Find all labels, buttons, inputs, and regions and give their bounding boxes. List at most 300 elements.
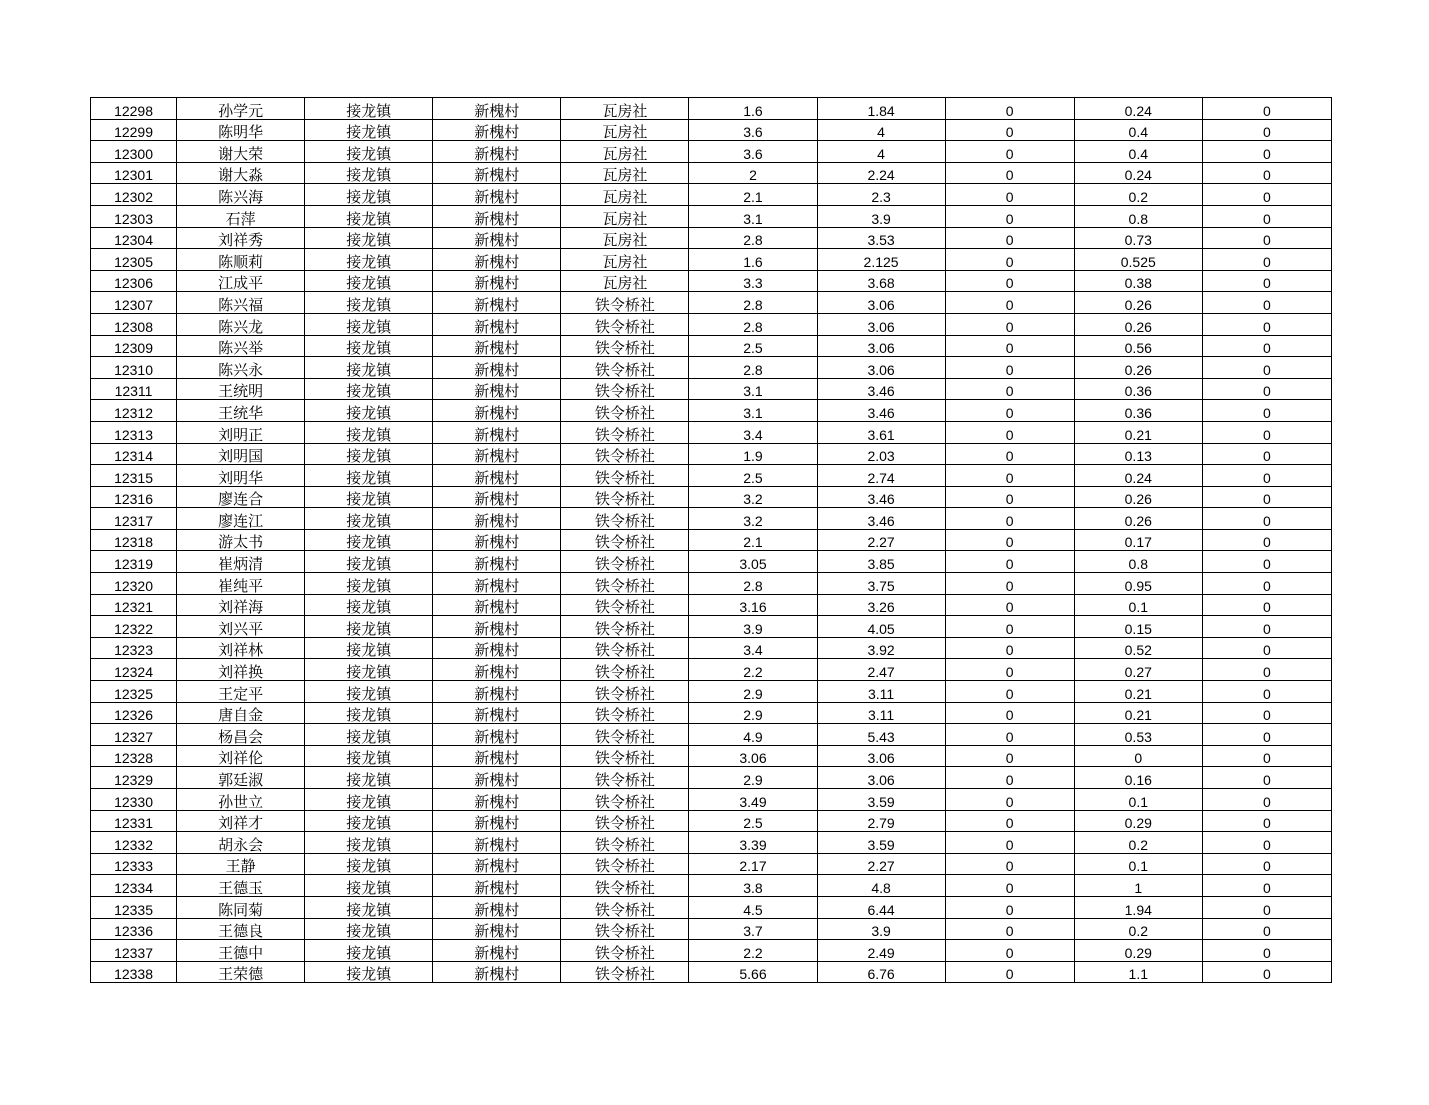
value2-cell: 2.03 (817, 443, 945, 465)
value5-cell: 0 (1202, 465, 1331, 487)
value2-cell: 4 (817, 141, 945, 163)
table-row (91, 357, 1332, 379)
value3-cell: 0 (945, 184, 1074, 206)
value5-cell: 0 (1202, 853, 1331, 875)
town-cell: 接龙镇 (305, 270, 433, 292)
town-cell: 接龙镇 (305, 486, 433, 508)
town-cell: 接龙镇 (305, 465, 433, 487)
value2-cell: 3.9 (817, 205, 945, 227)
village-cell: 新槐村 (433, 853, 561, 875)
value2-cell: 1.84 (817, 98, 945, 120)
value3-cell: 0 (945, 378, 1074, 400)
town-cell: 接龙镇 (305, 400, 433, 422)
table-row (91, 98, 1332, 120)
value2-cell: 3.59 (817, 832, 945, 854)
value3-cell: 0 (945, 400, 1074, 422)
group-cell: 铁令桥社 (561, 681, 689, 703)
id-cell: 12302 (91, 184, 177, 206)
id-cell: 12307 (91, 292, 177, 314)
group-cell: 铁令桥社 (561, 875, 689, 897)
value1-cell: 2.2 (689, 940, 817, 962)
id-cell: 12317 (91, 508, 177, 530)
id-cell: 12326 (91, 702, 177, 724)
group-cell: 瓦房社 (561, 205, 689, 227)
value4-cell: 0.24 (1074, 465, 1202, 487)
value5-cell: 0 (1202, 270, 1331, 292)
group-cell: 铁令桥社 (561, 637, 689, 659)
value5-cell: 0 (1202, 400, 1331, 422)
id-cell: 12330 (91, 789, 177, 811)
group-cell: 瓦房社 (561, 162, 689, 184)
value5-cell: 0 (1202, 162, 1331, 184)
value3-cell: 0 (945, 249, 1074, 271)
value1-cell: 3.3 (689, 270, 817, 292)
name-cell: 王定平 (177, 681, 305, 703)
value3-cell: 0 (945, 443, 1074, 465)
table-row (91, 637, 1332, 659)
town-cell: 接龙镇 (305, 573, 433, 595)
value4-cell: 0.73 (1074, 227, 1202, 249)
group-cell: 瓦房社 (561, 249, 689, 271)
value5-cell: 0 (1202, 896, 1331, 918)
town-cell: 接龙镇 (305, 335, 433, 357)
value5-cell: 0 (1202, 421, 1331, 443)
village-cell: 新槐村 (433, 184, 561, 206)
value2-cell: 3.61 (817, 421, 945, 443)
town-cell: 接龙镇 (305, 508, 433, 530)
table-row (91, 313, 1332, 335)
name-cell: 胡永会 (177, 832, 305, 854)
value4-cell: 0.95 (1074, 573, 1202, 595)
town-cell: 接龙镇 (305, 940, 433, 962)
value3-cell: 0 (945, 940, 1074, 962)
value2-cell: 3.46 (817, 508, 945, 530)
value3-cell: 0 (945, 659, 1074, 681)
table-row (91, 961, 1332, 983)
value2-cell: 2.125 (817, 249, 945, 271)
name-cell: 孙学元 (177, 98, 305, 120)
table-row (91, 270, 1332, 292)
value5-cell: 0 (1202, 292, 1331, 314)
group-cell: 铁令桥社 (561, 659, 689, 681)
value4-cell: 0.525 (1074, 249, 1202, 271)
value2-cell: 6.76 (817, 961, 945, 983)
value4-cell: 1.94 (1074, 896, 1202, 918)
value1-cell: 3.06 (689, 745, 817, 767)
value1-cell: 2.9 (689, 767, 817, 789)
value1-cell: 3.4 (689, 421, 817, 443)
table-row (91, 681, 1332, 703)
name-cell: 王德玉 (177, 875, 305, 897)
name-cell: 陈兴福 (177, 292, 305, 314)
town-cell: 接龙镇 (305, 724, 433, 746)
value3-cell: 0 (945, 918, 1074, 940)
value2-cell: 3.46 (817, 378, 945, 400)
value5-cell: 0 (1202, 119, 1331, 141)
value2-cell: 3.75 (817, 573, 945, 595)
table-row (91, 205, 1332, 227)
value2-cell: 3.06 (817, 745, 945, 767)
value3-cell: 0 (945, 896, 1074, 918)
value3-cell: 0 (945, 227, 1074, 249)
value4-cell: 0.2 (1074, 184, 1202, 206)
value2-cell: 3.06 (817, 335, 945, 357)
value5-cell: 0 (1202, 702, 1331, 724)
value5-cell: 0 (1202, 443, 1331, 465)
name-cell: 杨昌会 (177, 724, 305, 746)
value1-cell: 2.8 (689, 292, 817, 314)
group-cell: 铁令桥社 (561, 918, 689, 940)
name-cell: 王德良 (177, 918, 305, 940)
value5-cell: 0 (1202, 724, 1331, 746)
value5-cell: 0 (1202, 616, 1331, 638)
value1-cell: 2.1 (689, 529, 817, 551)
group-cell: 铁令桥社 (561, 961, 689, 983)
name-cell: 廖连江 (177, 508, 305, 530)
value1-cell: 2.5 (689, 810, 817, 832)
id-cell: 12336 (91, 918, 177, 940)
value1-cell: 3.2 (689, 486, 817, 508)
name-cell: 刘祥秀 (177, 227, 305, 249)
town-cell: 接龙镇 (305, 767, 433, 789)
town-cell: 接龙镇 (305, 184, 433, 206)
group-cell: 铁令桥社 (561, 853, 689, 875)
table-row (91, 378, 1332, 400)
table-row (91, 832, 1332, 854)
value1-cell: 3.49 (689, 789, 817, 811)
value4-cell: 0.8 (1074, 551, 1202, 573)
town-cell: 接龙镇 (305, 551, 433, 573)
town-cell: 接龙镇 (305, 832, 433, 854)
village-cell: 新槐村 (433, 443, 561, 465)
group-cell: 铁令桥社 (561, 702, 689, 724)
group-cell: 铁令桥社 (561, 357, 689, 379)
value3-cell: 0 (945, 98, 1074, 120)
value3-cell: 0 (945, 421, 1074, 443)
value2-cell: 3.11 (817, 702, 945, 724)
value4-cell: 0.4 (1074, 141, 1202, 163)
name-cell: 刘祥海 (177, 594, 305, 616)
town-cell: 接龙镇 (305, 529, 433, 551)
name-cell: 石萍 (177, 205, 305, 227)
table-row (91, 184, 1332, 206)
value5-cell: 0 (1202, 918, 1331, 940)
value1-cell: 3.05 (689, 551, 817, 573)
village-cell: 新槐村 (433, 141, 561, 163)
value2-cell: 3.85 (817, 551, 945, 573)
value2-cell: 2.27 (817, 529, 945, 551)
value4-cell: 0.24 (1074, 162, 1202, 184)
id-cell: 12322 (91, 616, 177, 638)
value3-cell: 0 (945, 789, 1074, 811)
town-cell: 接龙镇 (305, 357, 433, 379)
name-cell: 刘兴平 (177, 616, 305, 638)
name-cell: 陈兴举 (177, 335, 305, 357)
village-cell: 新槐村 (433, 162, 561, 184)
town-cell: 接龙镇 (305, 745, 433, 767)
group-cell: 铁令桥社 (561, 335, 689, 357)
table-row (91, 767, 1332, 789)
value1-cell: 3.1 (689, 400, 817, 422)
village-cell: 新槐村 (433, 724, 561, 746)
value5-cell: 0 (1202, 789, 1331, 811)
value5-cell: 0 (1202, 227, 1331, 249)
value5-cell: 0 (1202, 767, 1331, 789)
id-cell: 12298 (91, 98, 177, 120)
value4-cell: 0.53 (1074, 724, 1202, 746)
table-row (91, 443, 1332, 465)
id-cell: 12323 (91, 637, 177, 659)
name-cell: 孙世立 (177, 789, 305, 811)
value1-cell: 2.8 (689, 227, 817, 249)
value4-cell: 0.17 (1074, 529, 1202, 551)
value3-cell: 0 (945, 465, 1074, 487)
value4-cell: 0.29 (1074, 940, 1202, 962)
id-cell: 12313 (91, 421, 177, 443)
table-row (91, 724, 1332, 746)
name-cell: 刘祥林 (177, 637, 305, 659)
value3-cell: 0 (945, 270, 1074, 292)
value4-cell: 0.29 (1074, 810, 1202, 832)
table-row (91, 573, 1332, 595)
value5-cell: 0 (1202, 832, 1331, 854)
value4-cell: 0.15 (1074, 616, 1202, 638)
value5-cell: 0 (1202, 637, 1331, 659)
table-row (91, 810, 1332, 832)
value4-cell: 0.21 (1074, 421, 1202, 443)
table-row (91, 616, 1332, 638)
id-cell: 12320 (91, 573, 177, 595)
value1-cell: 3.2 (689, 508, 817, 530)
value5-cell: 0 (1202, 681, 1331, 703)
table-row (91, 659, 1332, 681)
value4-cell: 0.1 (1074, 594, 1202, 616)
value2-cell: 2.27 (817, 853, 945, 875)
value3-cell: 0 (945, 141, 1074, 163)
name-cell: 江成平 (177, 270, 305, 292)
value4-cell: 0.26 (1074, 486, 1202, 508)
group-cell: 铁令桥社 (561, 378, 689, 400)
group-cell: 铁令桥社 (561, 767, 689, 789)
group-cell: 铁令桥社 (561, 745, 689, 767)
value5-cell: 0 (1202, 508, 1331, 530)
value5-cell: 0 (1202, 98, 1331, 120)
table-row (91, 227, 1332, 249)
name-cell: 刘祥换 (177, 659, 305, 681)
value1-cell: 3.9 (689, 616, 817, 638)
name-cell: 王统明 (177, 378, 305, 400)
village-cell: 新槐村 (433, 378, 561, 400)
value4-cell: 0.2 (1074, 918, 1202, 940)
group-cell: 瓦房社 (561, 184, 689, 206)
village-cell: 新槐村 (433, 292, 561, 314)
value5-cell: 0 (1202, 745, 1331, 767)
town-cell: 接龙镇 (305, 918, 433, 940)
village-cell: 新槐村 (433, 465, 561, 487)
town-cell: 接龙镇 (305, 810, 433, 832)
value4-cell: 0.2 (1074, 832, 1202, 854)
value1-cell: 3.8 (689, 875, 817, 897)
name-cell: 游太书 (177, 529, 305, 551)
town-cell: 接龙镇 (305, 702, 433, 724)
id-cell: 12301 (91, 162, 177, 184)
value3-cell: 0 (945, 702, 1074, 724)
value2-cell: 2.47 (817, 659, 945, 681)
value2-cell: 4 (817, 119, 945, 141)
id-cell: 12332 (91, 832, 177, 854)
id-cell: 12321 (91, 594, 177, 616)
name-cell: 陈顺莉 (177, 249, 305, 271)
group-cell: 铁令桥社 (561, 421, 689, 443)
value2-cell: 3.53 (817, 227, 945, 249)
table-row (91, 292, 1332, 314)
village-cell: 新槐村 (433, 205, 561, 227)
table-row (91, 853, 1332, 875)
village-cell: 新槐村 (433, 681, 561, 703)
town-cell: 接龙镇 (305, 961, 433, 983)
id-cell: 12314 (91, 443, 177, 465)
village-cell: 新槐村 (433, 745, 561, 767)
value5-cell: 0 (1202, 659, 1331, 681)
value2-cell: 2.49 (817, 940, 945, 962)
value1-cell: 2.17 (689, 853, 817, 875)
value2-cell: 4.8 (817, 875, 945, 897)
value5-cell: 0 (1202, 249, 1331, 271)
id-cell: 12324 (91, 659, 177, 681)
table-row (91, 119, 1332, 141)
village-cell: 新槐村 (433, 313, 561, 335)
id-cell: 12318 (91, 529, 177, 551)
value3-cell: 0 (945, 810, 1074, 832)
value2-cell: 5.43 (817, 724, 945, 746)
name-cell: 陈兴永 (177, 357, 305, 379)
id-cell: 12338 (91, 961, 177, 983)
group-cell: 铁令桥社 (561, 810, 689, 832)
table-row (91, 486, 1332, 508)
value4-cell: 0.16 (1074, 767, 1202, 789)
value2-cell: 3.46 (817, 486, 945, 508)
group-cell: 铁令桥社 (561, 400, 689, 422)
value4-cell: 0.26 (1074, 508, 1202, 530)
table-row (91, 789, 1332, 811)
value4-cell: 0.1 (1074, 789, 1202, 811)
town-cell: 接龙镇 (305, 141, 433, 163)
group-cell: 瓦房社 (561, 141, 689, 163)
value4-cell: 0.21 (1074, 681, 1202, 703)
id-cell: 12312 (91, 400, 177, 422)
value4-cell: 0.26 (1074, 292, 1202, 314)
village-cell: 新槐村 (433, 573, 561, 595)
value1-cell: 2.9 (689, 681, 817, 703)
id-cell: 12331 (91, 810, 177, 832)
village-cell: 新槐村 (433, 421, 561, 443)
name-cell: 王统华 (177, 400, 305, 422)
group-cell: 瓦房社 (561, 227, 689, 249)
value2-cell: 4.05 (817, 616, 945, 638)
value5-cell: 0 (1202, 313, 1331, 335)
table-row (91, 400, 1332, 422)
value5-cell: 0 (1202, 875, 1331, 897)
table-row (91, 529, 1332, 551)
village-cell: 新槐村 (433, 767, 561, 789)
village-cell: 新槐村 (433, 508, 561, 530)
value3-cell: 0 (945, 486, 1074, 508)
name-cell: 廖连合 (177, 486, 305, 508)
town-cell: 接龙镇 (305, 616, 433, 638)
name-cell: 刘明国 (177, 443, 305, 465)
id-cell: 12315 (91, 465, 177, 487)
name-cell: 郭廷淑 (177, 767, 305, 789)
town-cell: 接龙镇 (305, 875, 433, 897)
village-cell: 新槐村 (433, 98, 561, 120)
id-cell: 12309 (91, 335, 177, 357)
town-cell: 接龙镇 (305, 637, 433, 659)
town-cell: 接龙镇 (305, 421, 433, 443)
value4-cell: 0.26 (1074, 313, 1202, 335)
group-cell: 铁令桥社 (561, 789, 689, 811)
value2-cell: 3.59 (817, 789, 945, 811)
id-cell: 12305 (91, 249, 177, 271)
table-row (91, 551, 1332, 573)
table-row (91, 421, 1332, 443)
town-cell: 接龙镇 (305, 594, 433, 616)
value3-cell: 0 (945, 616, 1074, 638)
value3-cell: 0 (945, 313, 1074, 335)
name-cell: 崔炳清 (177, 551, 305, 573)
value4-cell: 0 (1074, 745, 1202, 767)
value3-cell: 0 (945, 335, 1074, 357)
value1-cell: 2.2 (689, 659, 817, 681)
group-cell: 铁令桥社 (561, 940, 689, 962)
value3-cell: 0 (945, 594, 1074, 616)
table-row (91, 918, 1332, 940)
value5-cell: 0 (1202, 529, 1331, 551)
village-cell: 新槐村 (433, 529, 561, 551)
town-cell: 接龙镇 (305, 378, 433, 400)
value1-cell: 2.1 (689, 184, 817, 206)
id-cell: 12310 (91, 357, 177, 379)
id-cell: 12329 (91, 767, 177, 789)
group-cell: 铁令桥社 (561, 896, 689, 918)
value4-cell: 0.21 (1074, 702, 1202, 724)
value5-cell: 0 (1202, 378, 1331, 400)
value4-cell: 0.1 (1074, 853, 1202, 875)
value1-cell: 4.5 (689, 896, 817, 918)
value1-cell: 4.9 (689, 724, 817, 746)
table-row (91, 702, 1332, 724)
value1-cell: 3.6 (689, 141, 817, 163)
value3-cell: 0 (945, 767, 1074, 789)
village-cell: 新槐村 (433, 918, 561, 940)
value2-cell: 6.44 (817, 896, 945, 918)
id-cell: 12325 (91, 681, 177, 703)
value3-cell: 0 (945, 119, 1074, 141)
town-cell: 接龙镇 (305, 789, 433, 811)
value2-cell: 2.3 (817, 184, 945, 206)
group-cell: 铁令桥社 (561, 724, 689, 746)
village-cell: 新槐村 (433, 875, 561, 897)
value4-cell: 0.8 (1074, 205, 1202, 227)
value1-cell: 1.6 (689, 249, 817, 271)
value4-cell: 0.52 (1074, 637, 1202, 659)
village-cell: 新槐村 (433, 400, 561, 422)
value2-cell: 3.68 (817, 270, 945, 292)
name-cell: 陈明华 (177, 119, 305, 141)
value4-cell: 1.1 (1074, 961, 1202, 983)
group-cell: 铁令桥社 (561, 313, 689, 335)
village-cell: 新槐村 (433, 486, 561, 508)
town-cell: 接龙镇 (305, 249, 433, 271)
